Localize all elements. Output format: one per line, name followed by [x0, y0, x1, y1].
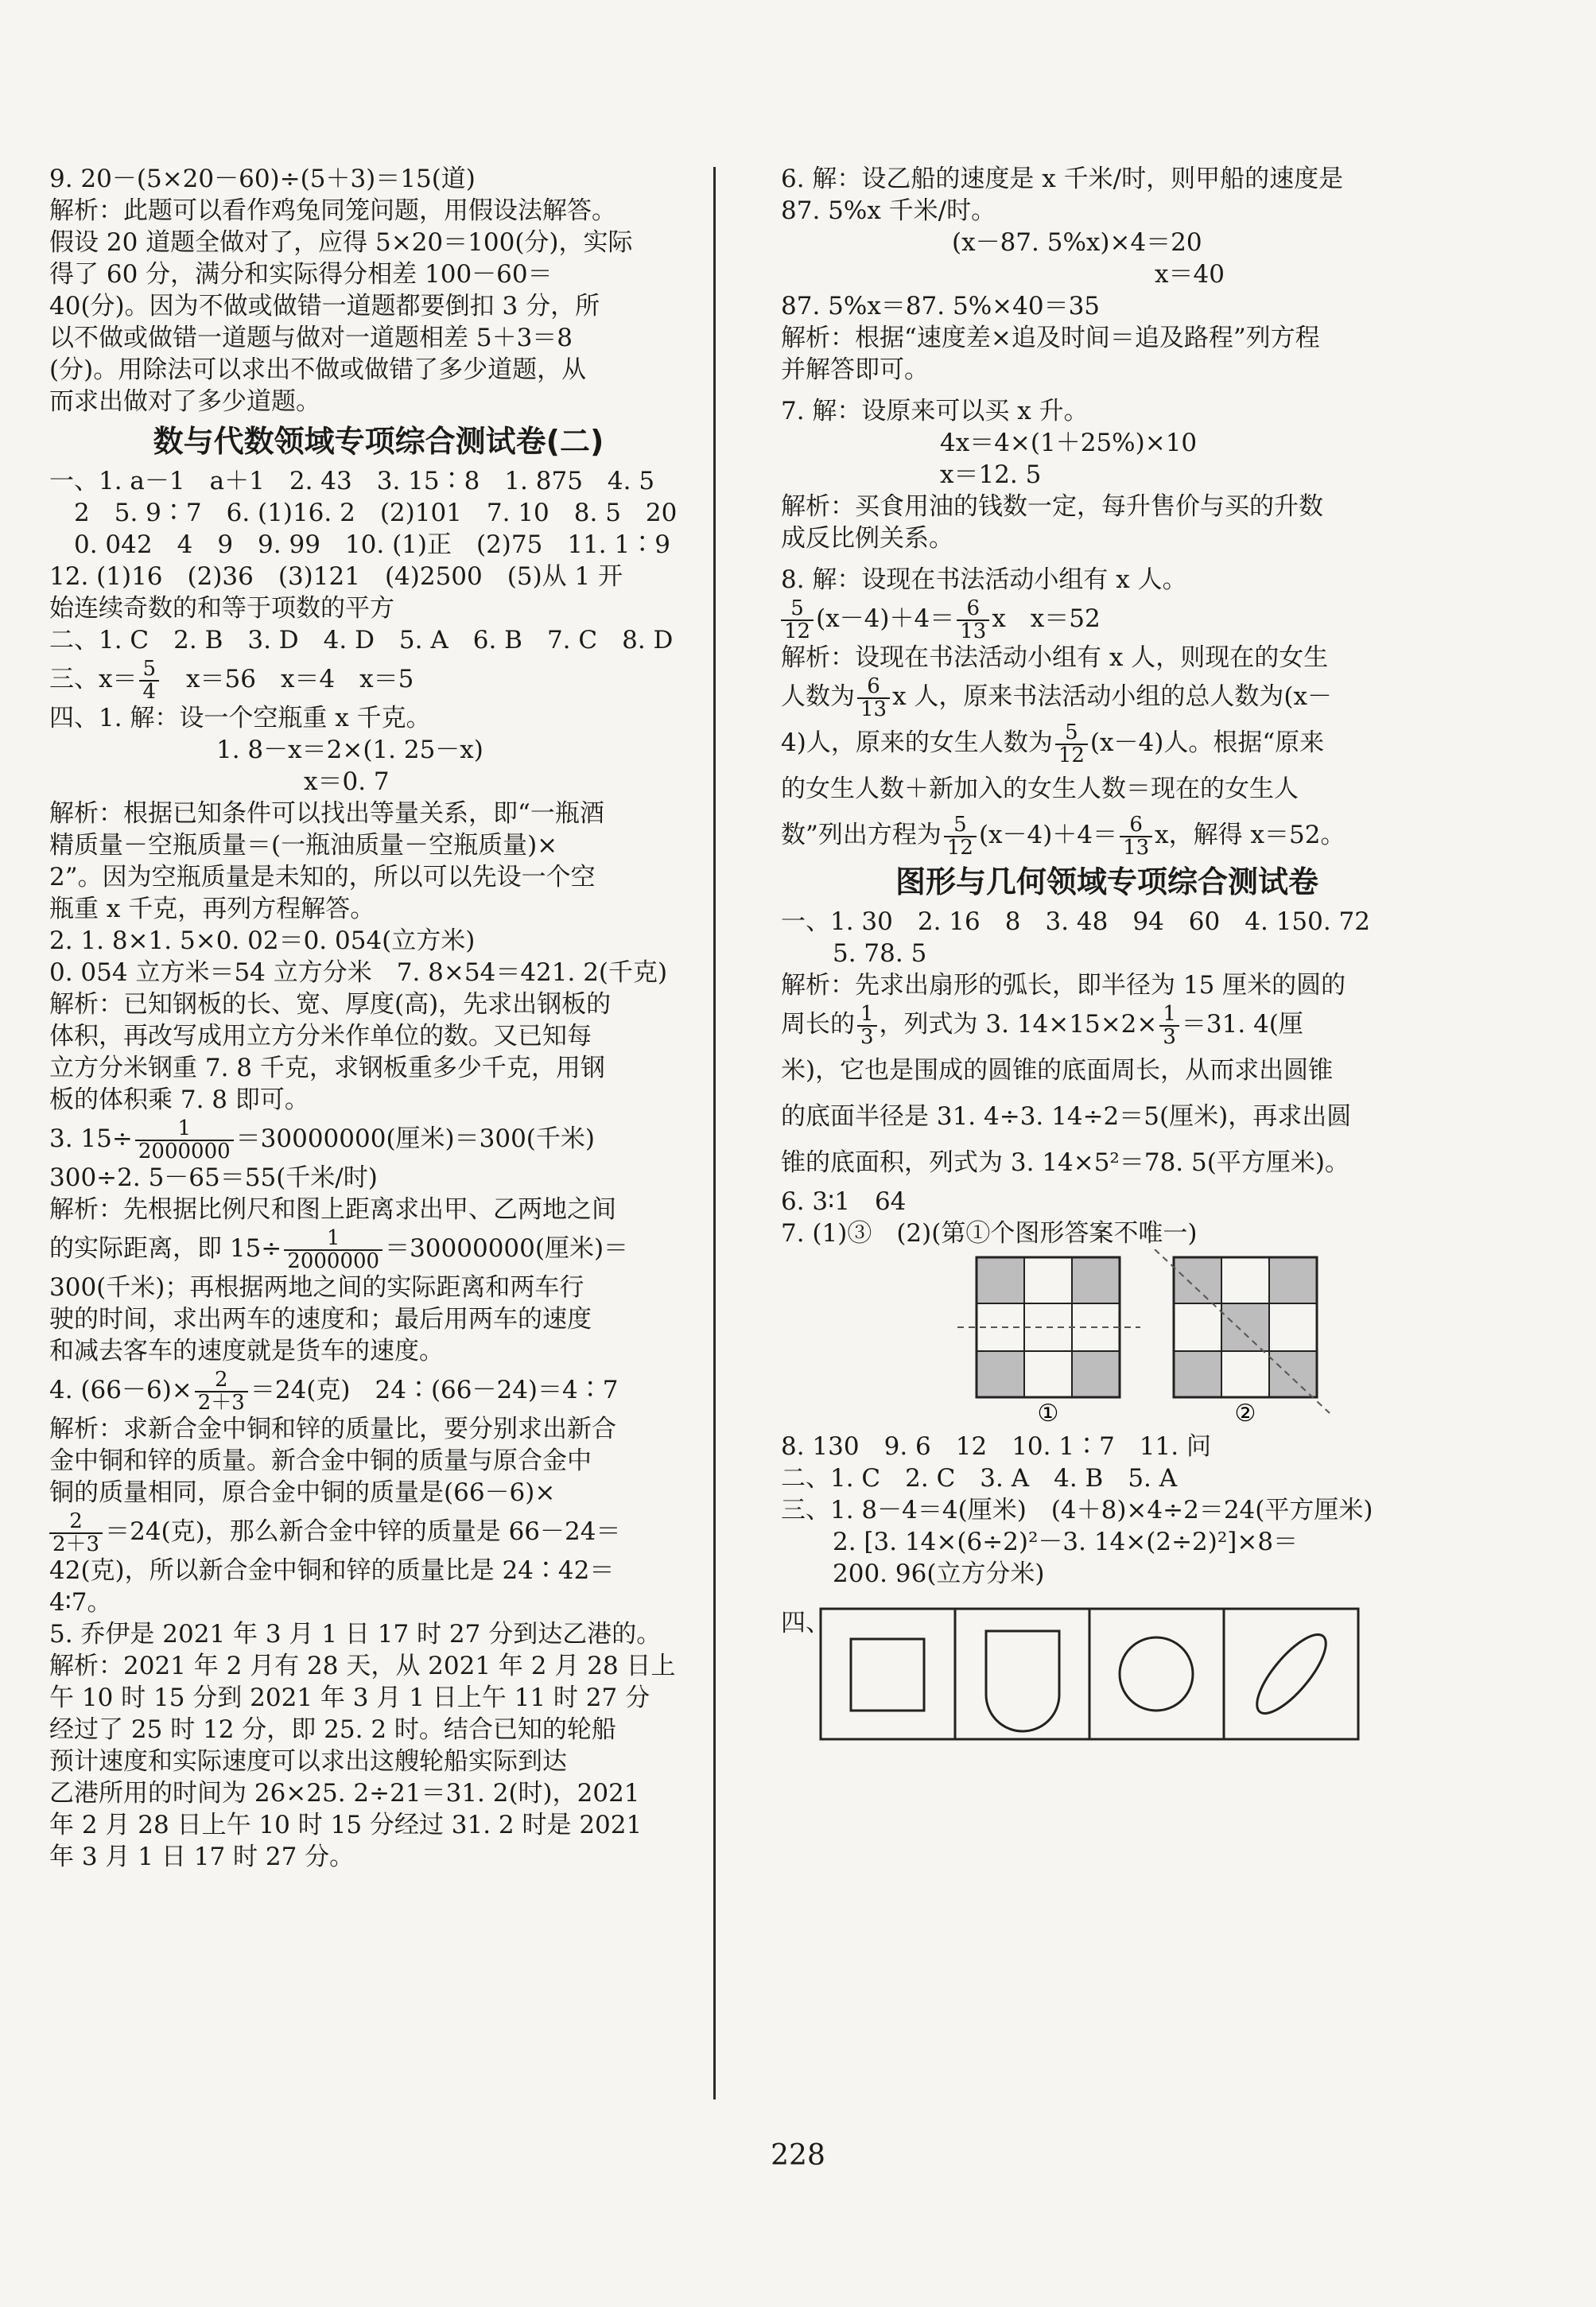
shaded-cell [1269, 1351, 1317, 1397]
denominator: 3 [1163, 1024, 1176, 1049]
equation-line [781, 1001, 1433, 1047]
denominator: 3 [860, 1024, 874, 1049]
text-line: 87. 5%x 千米/时。 [781, 196, 996, 225]
equation-line: (x－87. 5%x)×4＝20 [952, 228, 1202, 257]
text-line: 解析：买食用油的钱数一定，每升售价与买的升数 [781, 492, 1323, 521]
section-four-q3 [49, 1116, 708, 1367]
denominator: 13 [1123, 835, 1150, 860]
text-line: 7. 解：设原来可以买 x 升。 [781, 397, 1089, 425]
text-line: 金中铜和锌的质量。新合金中铜的质量与原合金中 [49, 1447, 592, 1475]
text-line: 2. 1. 8×1. 5×0. 02＝0. 054(立方米) [49, 926, 476, 955]
equation-line: x＝12. 5 [940, 460, 1042, 489]
text-line: 6. 3∶1 64 [781, 1187, 907, 1216]
geometry-section-rest [781, 1431, 1433, 1590]
text: ＝24(克) 24∶(66－24)＝4∶7 [250, 1376, 619, 1404]
text: x 人，原来书法活动小组的总人数为(x－ [892, 682, 1333, 711]
equation-line: 1. 8－x＝2×(1. 25－x) [216, 736, 483, 764]
text-line: 假设 20 道题全做对了，应得 5×20＝100(分)，实际 [49, 228, 633, 257]
text-line: 解析：先根据比例尺和图上距离求出甲、乙两地之间 [49, 1195, 616, 1224]
denominator: 2000000 [287, 1249, 380, 1273]
numerator: 5 [781, 598, 814, 621]
fraction [957, 598, 989, 643]
numerator: 1 [135, 1118, 234, 1141]
text-line: 成反比例关系。 [781, 524, 953, 553]
section-label: 四、 [781, 1609, 830, 1637]
text-line: 午 10 时 15 分到 2021 年 3 月 1 日上午 11 时 27 分 [49, 1684, 650, 1712]
section-heading: 数与代数领域专项综合测试卷(二) [153, 424, 604, 459]
text-line: 一、1. a－1 a＋1 2. 43 3. 15∶8 1. 875 4. 5 [49, 467, 655, 495]
denominator: 2＋3 [197, 1390, 245, 1415]
text-line: 年 2 月 28 日上午 10 时 15 分经过 31. 2 时是 2021 [49, 1811, 643, 1839]
text-line: 驶的时间，求出两车的速度和；最后用两车的速度 [49, 1305, 592, 1334]
section-two: 二、1. C 2. B 3. D 4. D 5. A 6. B 7. C 8. D [49, 626, 674, 654]
page-number: 228 [771, 2139, 825, 2172]
text: 的实际距离，即 15÷ [49, 1234, 282, 1263]
equation-line [781, 812, 1433, 858]
fraction [195, 1369, 248, 1414]
text-line: 三、1. 8－4＝4(厘米) (4＋8)×4÷2＝24(平方厘米) [781, 1496, 1373, 1524]
text-line: 年 3 月 1 日 17 时 27 分。 [49, 1843, 355, 1871]
text: (x－4)＋4＝ [978, 821, 1118, 849]
figure-label: ① [1037, 1400, 1059, 1424]
grid-figure-2 [1155, 1249, 1330, 1413]
shaded-cell [1072, 1351, 1120, 1397]
shaded-cell [1072, 1257, 1120, 1303]
shaded-cell [977, 1257, 1024, 1303]
section-three [49, 656, 708, 702]
text-line: 4∶7。 [49, 1588, 112, 1617]
shape-views [819, 1607, 1376, 1742]
numerator: 2 [195, 1369, 248, 1392]
text-line: 精质量－空瓶质量＝(一瓶油质量－空瓶质量)× [49, 831, 558, 860]
numerator: 1 [857, 1004, 877, 1027]
text-line: 体积，再改写成用立方分米作单位的数。又已知每 [49, 1022, 592, 1051]
shaded-cell [977, 1351, 1024, 1397]
denominator: 12 [946, 835, 973, 860]
text-line: 和减去客车的速度就是货车的速度。 [49, 1337, 444, 1365]
text-line: 9. 20－(5×20－60)÷(5＋3)＝15(道) [49, 165, 476, 193]
numerator: 6 [1120, 814, 1152, 837]
text-line: 板的体积乘 7. 8 即可。 [49, 1086, 309, 1114]
text-line: 解析：根据已知条件可以找出等量关系，即“一瓶酒 [49, 799, 604, 828]
grid-figures [781, 1249, 1433, 1424]
text-line: 42(克)，所以新合金中铜和锌的质量比是 24∶42＝ [49, 1556, 615, 1585]
text-line: 以不做或做错一道题与做对一道题相差 5＋3＝8 [49, 324, 573, 352]
text: ＝24(克)，那么新合金中锌的质量是 66－24＝ [105, 1517, 621, 1546]
text: x＝56 x＝4 x＝5 [161, 665, 414, 693]
text-line: 乙港所用的时间为 26×25. 2÷21＝31. 2(时)，2021 [49, 1779, 640, 1808]
shaded-cell [1221, 1303, 1269, 1351]
text-line: 解析：设现在书法活动小组有 x 人，则现在的女生 [781, 643, 1329, 672]
text-line: 87. 5%x＝87. 5%×40＝35 [781, 292, 1101, 320]
text-line: 经过了 25 时 12 分，即 25. 2 时。结合已知的轮船 [49, 1715, 616, 1744]
text-line: 解析：先求出扇形的弧长，即半径为 15 厘米的圆的 [781, 971, 1346, 1000]
text: 人数为 [781, 682, 855, 711]
numerator: 6 [857, 676, 890, 699]
text-line: 300÷2. 5－65＝55(千米/时) [49, 1163, 378, 1192]
text: ＝30000000(厘米)＝ [385, 1234, 629, 1263]
denominator: 13 [960, 619, 987, 643]
fraction [49, 1511, 103, 1555]
equation-line [781, 720, 1433, 766]
text: 3. 15÷ [49, 1124, 133, 1153]
text: 三、x＝ [49, 665, 138, 693]
text-line: 5. 78. 5 [833, 939, 927, 968]
arch-shape [986, 1631, 1059, 1731]
column-divider [713, 167, 716, 2099]
fraction [139, 658, 159, 703]
section-four-shapes [781, 1599, 1433, 1742]
equation-line: 2. [3. 14×(6÷2)²－3. 14×(2÷2)²]×8＝ [833, 1528, 1299, 1556]
equation-line [49, 1509, 708, 1555]
fraction [781, 598, 814, 643]
text-line: 一、1. 30 2. 16 8 3. 48 94 60 4. 150. 72 [781, 907, 1371, 936]
text-line: 解析：2021 年 2 月有 28 天，从 2021 年 2 月 28 日上 [49, 1652, 676, 1680]
text-line: 二、1. C 2. C 3. A 4. B 5. A [781, 1464, 1178, 1493]
problem-8 [781, 564, 1433, 858]
text: 数”列出方程为 [781, 821, 942, 849]
text-line: 7. (1)③ (2)(第①个图形答案不唯一) [781, 1219, 1198, 1248]
text-line: 2 5. 9∶7 6. (1)16. 2 (2)101 7. 10 8. 5 20 [49, 499, 678, 527]
text-line: 解析：求新合金中铜和锌的质量比，要分别求出新合 [49, 1415, 616, 1443]
text: x，解得 x＝52。 [1155, 821, 1346, 849]
section-one [49, 465, 708, 624]
equation-line: x＝0. 7 [304, 767, 390, 796]
text-line: 5. 乔伊是 2021 年 3 月 1 日 17 时 27 分到达乙港的。 [49, 1620, 662, 1649]
text-line: 8. 解：设现在书法活动小组有 x 人。 [781, 565, 1187, 594]
square-shape [851, 1639, 924, 1711]
numerator: 5 [944, 814, 977, 837]
equation-line [781, 596, 1433, 642]
right-column [781, 163, 1433, 1742]
numerator: 1 [1159, 1004, 1179, 1027]
text-line: 0. 042 4 9 9. 99 10. (1)正 (2)75 11. 1∶9 [49, 530, 670, 559]
problem-9 [49, 163, 708, 418]
text-line: 始连续奇数的和等于项数的平方 [49, 594, 394, 623]
text: (x－4)＋4＝ [816, 604, 955, 633]
text-line: 12. (1)16 (2)36 (3)121 (4)2500 (5)从 1 开 [49, 562, 623, 591]
problem-6 [781, 163, 1433, 386]
text-line: 预计速度和实际速度可以求出这艘轮船实际到达 [49, 1747, 567, 1776]
equation-line [49, 1367, 708, 1413]
text-line: (分)。用除法可以求出不做或做错了多少道题，从 [49, 355, 587, 384]
ellipse-shape [1246, 1625, 1336, 1722]
equation-line [49, 1225, 708, 1272]
denominator: 12 [1058, 743, 1085, 767]
fraction [857, 676, 890, 720]
numerator: 1 [284, 1228, 382, 1251]
text-line: 解析：此题可以看作鸡兔同笼问题，用假设法解答。 [49, 196, 616, 225]
numerator: 6 [957, 598, 989, 621]
text-line: 8. 130 9. 6 12 10. 1∶7 11. 问 [781, 1432, 1211, 1461]
text-line: 40(分)。因为不做或做错一道题都要倒扣 3 分，所 [49, 292, 600, 320]
text-line: 300(千米)；再根据两地之间的实际距离和两车行 [49, 1273, 584, 1302]
numerator: 2 [49, 1511, 103, 1534]
denominator: 12 [784, 619, 811, 643]
text-line: 解析：已知钢板的长、宽、厚度(高)，先求出钢板的 [49, 990, 612, 1019]
equation-line [781, 674, 1433, 720]
geometry-section-one [781, 906, 1433, 1249]
text: 4. (66－6)× [49, 1376, 192, 1404]
text-line: 铜的质量相同，原合金中铜的质量是(66－6)× [49, 1478, 556, 1507]
left-column [49, 163, 708, 1873]
text-line: 瓶重 x 千克，再列方程解答。 [49, 895, 375, 923]
text-line: 立方分米钢重 7. 8 千克，求钢板重多少千克，用钢 [49, 1054, 605, 1082]
text-line: 而求出做对了多少道题。 [49, 387, 320, 416]
figure-label: ② [1234, 1400, 1256, 1424]
fraction [135, 1118, 234, 1163]
text: 周长的 [781, 1010, 855, 1039]
text-line: 米)，它也是围成的圆锥的底面周长，从而求出圆锥 [781, 1056, 1334, 1085]
text: ，列式为 3. 14×15×2× [879, 1010, 1158, 1039]
text: ＝30000000(厘米)＝300(千米) [235, 1124, 595, 1153]
equation-line [49, 1116, 708, 1162]
fraction [857, 1001, 877, 1049]
section-four-q4 [49, 1367, 708, 1618]
problem-7 [781, 395, 1433, 554]
equation-line: x＝40 [1155, 260, 1225, 289]
fraction [1120, 814, 1152, 859]
numerator: 5 [139, 658, 159, 682]
grid-figure-1 [957, 1257, 1140, 1397]
text-line: 6. 解：设乙船的速度是 x 千米/时，则甲船的速度是 [781, 165, 1344, 193]
text-line: 2”。因为空瓶质量是未知的，所以可以先设一个空 [49, 863, 596, 891]
denominator: 13 [860, 697, 887, 721]
text-line: 得了 60 分，满分和实际得分相差 100－60＝ [49, 260, 553, 289]
shaded-cell [1269, 1257, 1317, 1303]
text-line: 解析：根据“速度差×追及时间＝追及路程”列方程 [781, 324, 1320, 352]
text: ＝31. 4(厘 [1181, 1010, 1303, 1039]
section-four-q5 [49, 1618, 708, 1873]
text: 4)人，原来的女生人数为 [781, 728, 1053, 757]
denominator: 2000000 [138, 1139, 231, 1163]
text-line: 200. 96(立方分米) [833, 1559, 1045, 1588]
text-line: 的女生人数＋新加入的女生人数＝现在的女生人 [781, 775, 1299, 803]
section-heading: 图形与几何领域专项综合测试卷 [895, 864, 1318, 899]
section-four-q1 [49, 702, 708, 925]
section-four-q2 [49, 925, 708, 1116]
text: (x－4)人。根据“原来 [1089, 728, 1325, 757]
text-line: 并解答即可。 [781, 355, 929, 384]
circle-shape [1120, 1637, 1193, 1711]
fraction [1159, 1001, 1179, 1049]
fraction [944, 814, 977, 859]
shaded-cell [1174, 1257, 1221, 1303]
denominator: 2＋3 [52, 1532, 100, 1556]
fraction [284, 1225, 382, 1273]
equation-line: 4x＝4×(1＋25%)×10 [940, 429, 1198, 457]
fraction [1055, 722, 1088, 767]
text-line: 的底面半径是 31. 4÷3. 14÷2＝5(厘米)，再求出圆 [781, 1102, 1352, 1131]
shaded-cell [1174, 1351, 1221, 1397]
text-line: 锥的底面积，列式为 3. 14×5²＝78. 5(平方厘米)。 [781, 1148, 1349, 1177]
numerator: 5 [1055, 722, 1088, 745]
text-line: 四、1. 解：设一个空瓶重 x 千克。 [49, 704, 431, 732]
text-line: 0. 054 立方米＝54 立方分米 7. 8×54＝421. 2(千克) [49, 958, 668, 987]
text: x x＝52 [992, 604, 1101, 633]
denominator: 4 [142, 679, 157, 704]
